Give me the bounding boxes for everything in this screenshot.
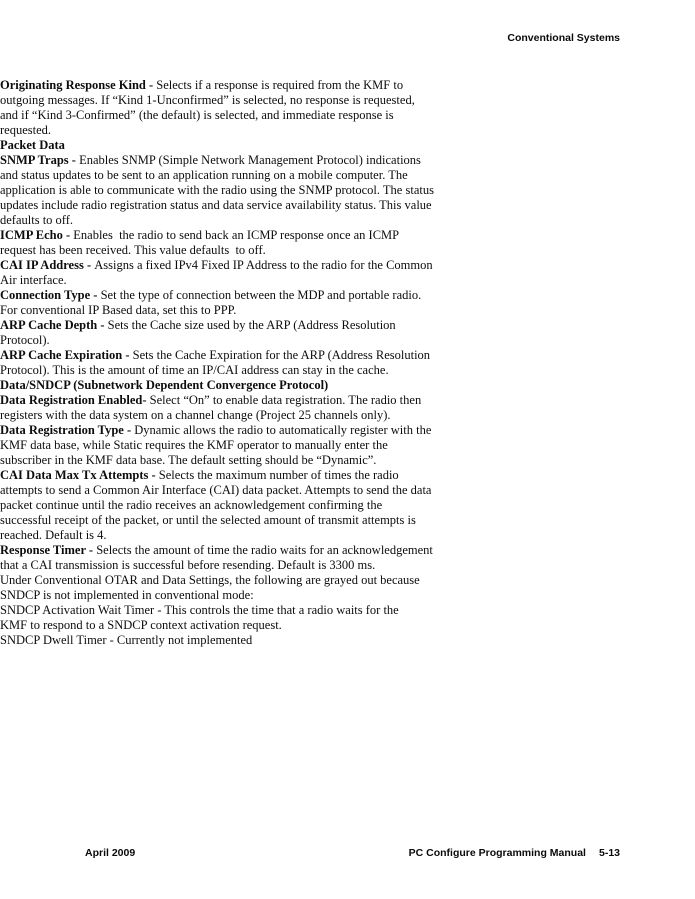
paragraph-text: Enables SNMP (Simple Network Management Protocol) indications and status updates to be sent to an application running on a mobile computer. The application is able to communicate with the radio using the SNMP protocol. The status updates include radio registration status and data service availability status. This value defaults to off. — [0, 153, 438, 227]
term-label: Data Registration Enabled- — [0, 393, 150, 407]
page-footer — [0, 847, 620, 861]
paragraph-text: Sets the Cache size used by the ARP (Address Resolution Protocol). — [0, 318, 399, 347]
definition-paragraph — [0, 423, 434, 468]
term-label: CAI IP Address - — [0, 258, 95, 272]
running-header-title: Conventional Systems — [507, 32, 620, 44]
paragraph-text: Selects if a response is required from the KMF to outgoing messages. If “Kind 1-Unconfirmed” is selected, no response is requested, and if “Kind 3-Confirmed” (the default) is selected, and immediate response is requested. — [0, 78, 418, 137]
paragraph-text: Sets the Cache Expiration for the ARP (Address Resolution Protocol). This is the amount of time an IP/CAI address can stay in the cache. — [0, 348, 434, 377]
term-label: Connection Type - — [0, 288, 101, 302]
definition-paragraph — [0, 288, 434, 318]
term-label: Response Timer - — [0, 543, 97, 557]
term-label: ICMP Echo - — [0, 228, 74, 242]
definition-paragraph — [0, 258, 434, 288]
term-label: ARP Cache Depth - — [0, 318, 108, 332]
definition-paragraph — [0, 153, 438, 228]
heading-text: Data/SNDCP (Subnetwork Dependent Convergence Protocol) — [0, 378, 329, 392]
paragraph-text: Assigns a fixed IPv4 Fixed IP Address to the radio for the Common Air interface. — [0, 258, 436, 287]
footer-manual-info — [409, 847, 620, 859]
definition-paragraph — [0, 78, 434, 138]
definition-paragraph — [0, 228, 434, 258]
definition-paragraph — [0, 348, 434, 378]
sub-paragraph — [0, 633, 420, 648]
section-heading — [0, 378, 630, 393]
paragraph-text: Dynamic allows the radio to automatically register with the KMF data base, while Static requires the KMF operator to manually enter the subscriber in the KMF data base. The default setting should be “Dynamic”. — [0, 423, 435, 467]
definition-paragraph — [0, 468, 434, 543]
paragraph-text: Enables the radio to send back an ICMP response once an ICMP request has been received. This value defaults to off. — [0, 228, 402, 257]
footer-manual-title: PC Configure Programming Manual — [408, 847, 586, 859]
term-label: Data Registration Type - — [0, 423, 135, 437]
footer-date: April 2009 — [85, 847, 136, 859]
term-label: ARP Cache Expiration - — [0, 348, 133, 362]
paragraph-text: Selects the amount of time the radio waits for an acknowledgement that a CAI transmission is successful before resending. Default is 3300 ms. — [0, 543, 437, 572]
footer-page-number: 5-13 — [598, 847, 620, 859]
paragraph-text: Under Conventional OTAR and Data Settings, the following are grayed out because SNDCP is not implemented in conventional mode: — [0, 573, 423, 602]
term-label: Originating Response Kind - — [0, 78, 157, 92]
page-body — [0, 78, 630, 648]
definition-paragraph — [0, 543, 437, 573]
definition-paragraph — [0, 573, 434, 603]
definition-paragraph — [0, 318, 434, 348]
paragraph-text: Selects the maximum number of times the radio attempts to send a Common Air Interface (CAI) data packet. Attempts to send the data packet continue until the radio receives an acknowledgement confirming the successful receipt of the packet, or until the selected amount of transmit attempts is reached. Default is 4. — [0, 468, 435, 542]
section-heading — [0, 138, 630, 153]
term-label: SNMP Traps - — [0, 153, 80, 167]
sub-paragraph — [0, 603, 420, 633]
paragraph-text: Select “On” to enable data registration. The radio then registers with the data system on a channel change (Project 25 channels only). — [0, 393, 425, 422]
heading-text: Packet Data — [0, 138, 65, 152]
term-label: CAI Data Max Tx Attempts - — [0, 468, 159, 482]
paragraph-text: Set the type of connection between the MDP and portable radio. For conventional IP Based data, set this to PPP. — [0, 288, 425, 317]
definition-paragraph — [0, 393, 434, 423]
paragraph-text: SNDCP Dwell Timer - Currently not implemented — [0, 633, 253, 647]
paragraph-text: SNDCP Activation Wait Timer - This controls the time that a radio waits for the KMF to respond to a SNDCP context activation request. — [0, 603, 402, 632]
